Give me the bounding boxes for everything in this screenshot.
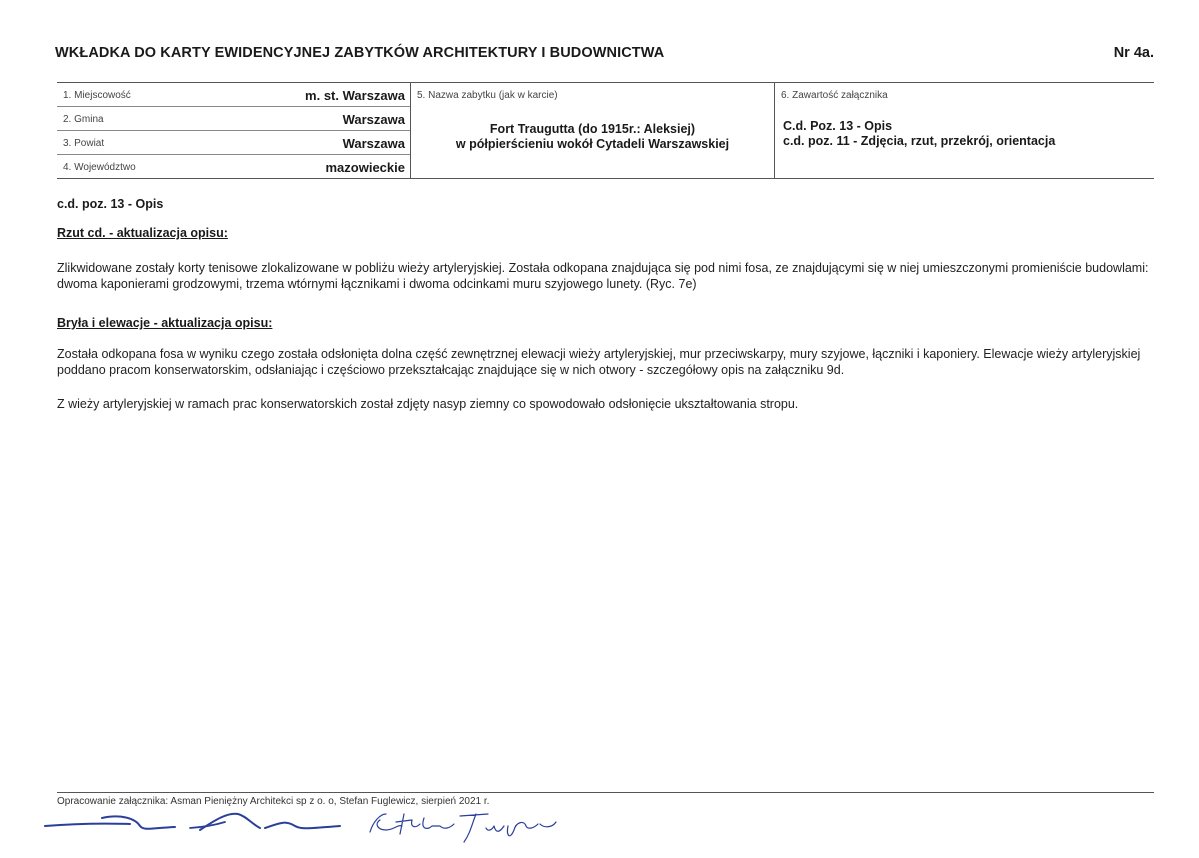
field-label-gmina: 2. Gmina <box>63 114 104 125</box>
field-value-powiat: Warszawa <box>342 136 405 151</box>
row-divider <box>57 106 410 107</box>
document-title: WKŁADKA DO KARTY EWIDENCYJNEJ ZABYTKÓW ARCHITEKTURY I BUDOWNICTWA <box>55 45 665 61</box>
field-label-nazwa: 5. Nazwa zabytku (jak w karcie) <box>417 90 558 101</box>
field-value-zawartosc-line2: c.d. poz. 11 - Zdjęcia, rzut, przekrój, orientacja <box>783 134 1056 148</box>
section2-text2: Z wieży artyleryjskiej w ramach prac konserwatorskich został zdjęty nasyp ziemny co spowodowało odsłonięcie ukształtowania stropu. <box>57 397 799 411</box>
field-label-wojewodztwo: 4. Województwo <box>63 162 136 173</box>
footer-divider <box>57 792 1154 793</box>
section1-text: Zlikwidowane zostały korty tenisowe zlokalizowane w pobliżu wieży artyleryjskiej. Została odkopana znajdująca się pod nimi fosa, ze znajdującymi się w niej umieszczonymi promieniście budowlami: dwoma kaponierami grodzowymi, trzema wtórnymi łącznikami i dwoma odcinkami muru szyjowego lunety. (Ryc. 7e) <box>57 261 1149 291</box>
table-bottom-border <box>57 178 1154 179</box>
column-divider <box>774 82 775 178</box>
field-value-nazwa-line2: w półpierścieniu wokół Cytadeli Warszawskiej <box>455 137 730 151</box>
field-label-powiat: 3. Powiat <box>63 138 105 149</box>
field-value-zawartosc-line1: C.d. Poz. 13 - Opis <box>783 119 893 133</box>
field-value-miejscowosc: m. st. Warszawa <box>305 88 405 103</box>
row-divider <box>57 154 410 155</box>
table-top-border <box>57 82 1154 83</box>
field-label-zawartosc: 6. Zawartość załącznika <box>781 90 888 101</box>
section2-text1: Została odkopana fosa w wyniku czego została odsłonięta dolna część zewnętrznej elewacji wieży artyleryjskiej, mur przeciwskarpy, mury szyjowe, łączniki i kaponiery. Elewacje wieży artyleryjskiej poddano pracom konserwatorskim, odsłaniając i częściowo przekształcając znajdujące się w nich otwory - szczegółowy opis na załączniku 9d. <box>57 347 1141 377</box>
field-value-wojewodztwo: mazowieckie <box>325 160 405 175</box>
row-divider <box>57 130 410 131</box>
footer-prepared-by: Opracowanie załącznika: Asman Pieniężny Architekci sp z o. o, Stefan Fuglewicz, sierpień 2021 r. <box>57 796 490 807</box>
section1-title: Rzut cd. - aktualizacja opisu: <box>57 226 228 240</box>
field-value-gmina: Warszawa <box>342 112 405 127</box>
section2-title: Bryła i elewacje - aktualizacja opisu: <box>57 316 273 330</box>
field-value-nazwa-line1: Fort Traugutta (do 1915r.: Aleksiej) <box>489 122 696 136</box>
document-number: Nr 4a. <box>1113 45 1154 61</box>
content-heading: c.d. poz. 13 - Opis <box>57 197 164 211</box>
signature-icon <box>40 806 580 846</box>
field-label-miejscowosc: 1. Miejscowość <box>63 90 131 101</box>
